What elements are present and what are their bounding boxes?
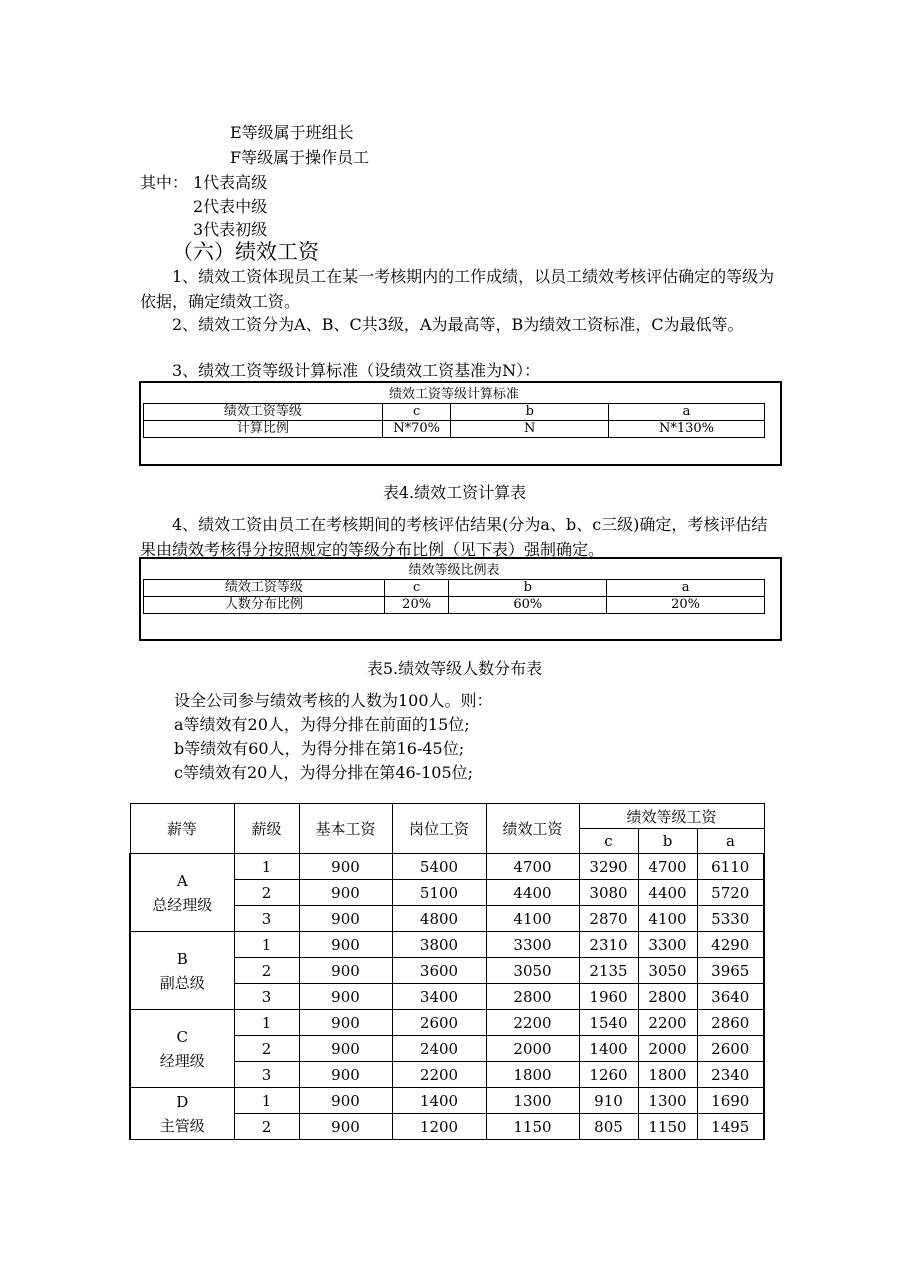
table-cell: 1800 <box>486 1062 579 1088</box>
grade-name: 主管级 <box>159 1116 205 1135</box>
table-cell: 2 <box>234 1114 299 1140</box>
table-cell: 900 <box>299 1036 392 1062</box>
table-cell: 1495 <box>697 1114 764 1140</box>
subheader-a: a <box>697 829 764 854</box>
table-cell: 805 <box>579 1114 638 1140</box>
table-cell: 1 <box>234 932 299 958</box>
grade-cell <box>130 1010 234 1088</box>
table-cell: 1300 <box>638 1088 697 1114</box>
table-cell: 2 <box>234 958 299 984</box>
salary-table <box>129 803 765 1140</box>
header-basic-salary: 基本工资 <box>299 804 392 854</box>
table4-title: 绩效工资等级计算标准 <box>388 387 519 402</box>
table-cell: 2600 <box>697 1036 764 1062</box>
table-cell: 1400 <box>579 1036 638 1062</box>
table-cell: 3400 <box>392 984 486 1010</box>
table-cell: 2200 <box>392 1062 486 1088</box>
table-cell: 2340 <box>697 1062 764 1088</box>
section-title: （六）绩效工资 <box>172 240 319 264</box>
table-cell: 900 <box>299 1114 392 1140</box>
table-cell: 1200 <box>392 1114 486 1140</box>
table-cell: 3 <box>234 984 299 1010</box>
table5-row-a: 20% <box>607 597 765 614</box>
table4-header-b: b <box>451 404 609 421</box>
table-cell: 3640 <box>697 984 764 1010</box>
table-cell: 2 <box>234 880 299 906</box>
grade-cell <box>130 854 234 932</box>
table4-row-b: N <box>451 421 609 438</box>
level-middle: 2代表中级 <box>193 197 268 216</box>
distribution-line-0: 设全公司参与绩效考核的人数为100人。则： <box>174 691 493 710</box>
table-cell: 3290 <box>579 854 638 880</box>
table-cell: 900 <box>299 932 392 958</box>
table-cell: 1150 <box>638 1114 697 1140</box>
table-cell: 4290 <box>697 932 764 958</box>
table-cell: 5330 <box>697 906 764 932</box>
header-performance-salary: 绩效工资 <box>486 804 579 854</box>
table-cell: 2800 <box>486 984 579 1010</box>
table5-header-c: c <box>384 580 449 597</box>
table-cell: 2870 <box>579 906 638 932</box>
table-row <box>130 932 764 958</box>
table-cell: 3080 <box>579 880 638 906</box>
table-cell: 900 <box>299 880 392 906</box>
table-cell: 900 <box>299 1062 392 1088</box>
grade-code: D <box>176 1092 189 1111</box>
table-row <box>130 1088 764 1114</box>
table-cell: 3 <box>234 906 299 932</box>
table-cell: 2400 <box>392 1036 486 1062</box>
table5 <box>143 563 765 614</box>
table-cell: 1 <box>234 854 299 880</box>
grade-name: 总经理级 <box>152 895 213 914</box>
table-row <box>130 1010 764 1036</box>
table-cell: 2200 <box>638 1010 697 1036</box>
table-cell: 2000 <box>486 1036 579 1062</box>
paragraph-1: 1、绩效工资体现员工在某一考核期内的工作成绩，以员工绩效考核评估确定的等级为依据，确定绩效工资。 <box>140 267 775 311</box>
header-step: 薪级 <box>234 804 299 854</box>
table5-row-b: 60% <box>449 597 607 614</box>
table4-caption: 表4.绩效工资计算表 <box>382 483 527 502</box>
table-cell: 1800 <box>638 1062 697 1088</box>
table-cell: 900 <box>299 958 392 984</box>
grade-name: 经理级 <box>159 1051 205 1070</box>
table-cell: 4400 <box>638 880 697 906</box>
grade-cell <box>130 932 234 1010</box>
table-row <box>130 854 764 880</box>
table-cell: 1260 <box>579 1062 638 1088</box>
table-cell: 1960 <box>579 984 638 1010</box>
table-cell: 5400 <box>392 854 486 880</box>
table-cell: 2200 <box>486 1010 579 1036</box>
table-cell: 900 <box>299 1010 392 1036</box>
grade-code: A <box>176 871 188 890</box>
subheader-b: b <box>638 829 697 854</box>
table5-row-label: 人数分布比例 <box>144 597 385 614</box>
table5-caption: 表5.绩效等级人数分布表 <box>366 659 543 678</box>
table-cell: 3300 <box>486 932 579 958</box>
grade-code: B <box>176 949 188 968</box>
table-cell: 900 <box>299 1088 392 1114</box>
table-cell: 5100 <box>392 880 486 906</box>
table-cell: 3965 <box>697 958 764 984</box>
table5-title: 绩效等级比例表 <box>408 563 500 578</box>
table-cell: 2310 <box>579 932 638 958</box>
table4-row-a: N*130% <box>609 421 765 438</box>
table4-header-level: 绩效工资等级 <box>144 404 383 421</box>
subheader-c: c <box>579 829 638 854</box>
table-cell: 3 <box>234 1062 299 1088</box>
table-cell: 1150 <box>486 1114 579 1140</box>
table-cell: 3050 <box>486 958 579 984</box>
level-junior: 3代表初级 <box>193 220 268 239</box>
table-cell: 1690 <box>697 1088 764 1114</box>
table4-header-a: a <box>609 404 765 421</box>
table5-header-b: b <box>449 580 607 597</box>
distribution-line-b: b等绩效有60人，为得分排在第16-45位; <box>174 739 465 758</box>
table-cell: 1 <box>234 1010 299 1036</box>
table-cell: 4700 <box>486 854 579 880</box>
table-cell: 910 <box>579 1088 638 1114</box>
table-cell: 1 <box>234 1088 299 1114</box>
table-cell: 1300 <box>486 1088 579 1114</box>
table-cell: 4700 <box>638 854 697 880</box>
table5-row-c: 20% <box>384 597 449 614</box>
table-cell: 2600 <box>392 1010 486 1036</box>
table-cell: 3800 <box>392 932 486 958</box>
table4 <box>143 387 765 438</box>
table4-row-label: 计算比例 <box>144 421 383 438</box>
level-senior: 1代表高级 <box>193 173 268 192</box>
levels-prefix: 其中： <box>140 173 189 192</box>
intro-line-f: F等级属于操作员工 <box>230 148 370 167</box>
table-cell: 3600 <box>392 958 486 984</box>
table-cell: 900 <box>299 906 392 932</box>
distribution-line-c: c等绩效有20人，为得分排在第46-105位; <box>174 763 474 782</box>
table-cell: 2860 <box>697 1010 764 1036</box>
grade-name: 副总级 <box>159 973 205 992</box>
table-cell: 1400 <box>392 1088 486 1114</box>
table-cell: 1540 <box>579 1010 638 1036</box>
table5-header-a: a <box>607 580 765 597</box>
header-grade: 薪等 <box>130 804 234 854</box>
table-cell: 2135 <box>579 958 638 984</box>
table5-box <box>139 557 782 641</box>
header-performance-grade-salary: 绩效等级工资 <box>579 804 764 829</box>
table4-box <box>139 381 782 466</box>
table-cell: 4100 <box>486 906 579 932</box>
table-cell: 900 <box>299 984 392 1010</box>
table-cell: 2800 <box>638 984 697 1010</box>
table4-header-c: c <box>382 404 451 421</box>
table-cell: 2000 <box>638 1036 697 1062</box>
table-cell: 3050 <box>638 958 697 984</box>
paragraph-4: 4、绩效工资由员工在考核期间的考核评估结果(分为a、b、c三级)确定，考核评估结果由绩效考核得分按照规定的等级分布比例（见下表）强制确定。 <box>140 515 768 559</box>
paragraph-2: 2、绩效工资分为A、B、C共3级，A为最高等，B为绩效工资标准，C为最低等。 <box>172 315 744 334</box>
intro-line-e: E等级属于班组长 <box>230 123 354 142</box>
grade-code: C <box>176 1027 188 1046</box>
grade-cell <box>130 1088 234 1140</box>
header-post-salary: 岗位工资 <box>392 804 486 854</box>
table-cell: 2 <box>234 1036 299 1062</box>
table-cell: 5720 <box>697 880 764 906</box>
table5-header-level: 绩效工资等级 <box>144 580 385 597</box>
table-cell: 6110 <box>697 854 764 880</box>
table-cell: 4100 <box>638 906 697 932</box>
table-cell: 4400 <box>486 880 579 906</box>
table4-row-c: N*70% <box>382 421 451 438</box>
table-cell: 3300 <box>638 932 697 958</box>
paragraph-3: 3、绩效工资等级计算标准（设绩效工资基准为N）： <box>172 361 541 380</box>
distribution-line-a: a等绩效有20人，为得分排在前面的15位; <box>174 715 470 734</box>
table-cell: 4800 <box>392 906 486 932</box>
table-cell: 900 <box>299 854 392 880</box>
